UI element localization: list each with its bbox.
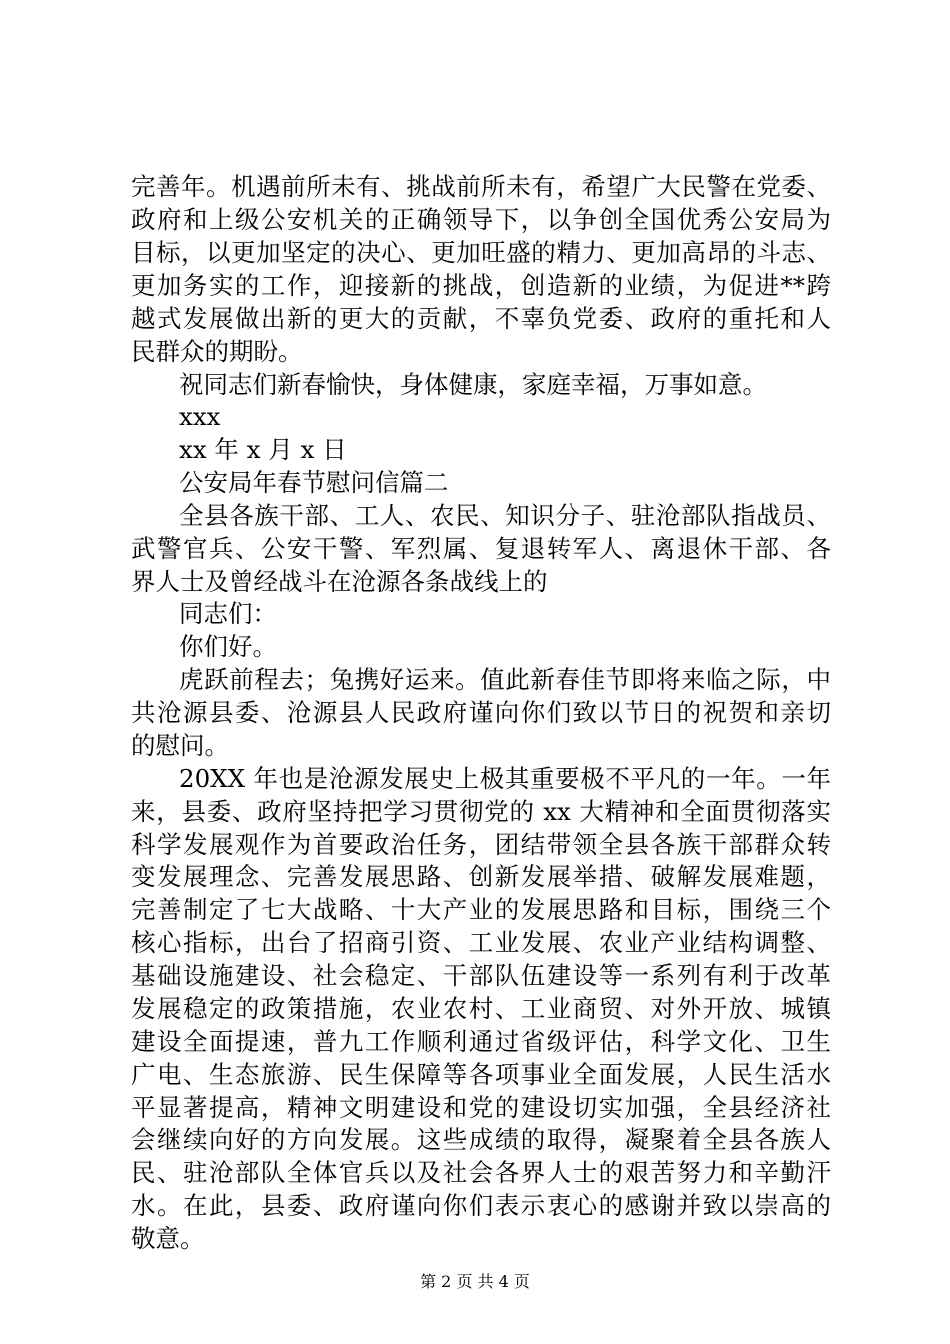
body-line: 民群众的期盼。 [131,337,303,366]
body-line: 核心指标，出台了招商引资、工业发展、农业产业结构调整、 [131,928,831,957]
body-line: 武警官兵、公安干警、军烈属、复退转军人、离退休干部、各 [131,534,831,563]
body-line: 水。在此，县委、政府谨向你们表示衷心的感谢并致以崇高的 [131,1191,831,1220]
body-line: 政府和上级公安机关的正确领导下，以争创全国优秀公安局为 [131,205,831,234]
body-line: 会继续向好的方向发展。这些成绩的取得，凝聚着全县各族人 [131,1125,831,1154]
section-title: 公安局年春节慰问信篇二 [179,468,449,497]
body-line: 建设全面提速，普九工作顺利通过省级评估，科学文化、卫生 [131,1027,831,1056]
body-line: 敬意。 [131,1224,205,1253]
body-line: 20XX 年也是沧源发展史上极其重要极不平凡的一年。一年 [179,764,831,793]
body-line: 科学发展观作为首要政治任务，团结带领全县各族干部群众转 [131,830,831,859]
salutation: 同志们： [179,599,277,628]
body-line: 广电、生态旅游、民生保障等各项事业全面发展，人民生活水 [131,1060,831,1089]
greeting: 你们好。 [179,632,277,661]
body-line: 的慰问。 [131,731,229,760]
page-footer: 第 2 页 共 4 页 [420,1272,530,1291]
body-line: 越式发展做出新的更大的贡献，不辜负党委、政府的重托和人 [131,304,831,333]
body-line: 民、驻沧部队全体官兵以及社会各界人士的艰苦努力和辛勤汗 [131,1158,831,1187]
signature: xxx [179,402,221,431]
body-line: 界人士及曾经战斗在沧源各条战线上的 [131,567,548,596]
body-line: 变发展理念、完善发展思路、创新发展举措、破解发展难题， [131,862,831,891]
body-line: 目标，以更加坚定的决心、更加旺盛的精力、更加高昂的斗志、 [131,238,831,267]
body-line: 全县各族干部、工人、农民、知识分子、驻沧部队指战员、 [179,501,831,530]
date-line: xx 年 x 月 x 日 [179,435,347,464]
body-line: 来，县委、政府坚持把学习贯彻党的 xx 大精神和全面贯彻落实 [131,797,831,826]
body-line: 基础设施建设、社会稳定、干部队伍建设等一系列有利于改革 [131,961,831,990]
body-line: 完善制定了七大战略、十大产业的发展思路和目标，围绕三个 [131,895,831,924]
body-line: 祝同志们新春愉快，身体健康，家庭幸福，万事如意。 [179,370,767,399]
body-line: 共沧源县委、沧源县人民政府谨向你们致以节日的祝贺和亲切 [131,698,831,727]
body-line: 虎跃前程去；兔携好运来。值此新春佳节即将来临之际，中 [179,665,831,694]
body-line: 平显著提高，精神文明建设和党的建设切实加强，全县经济社 [131,1093,831,1122]
body-line: 更加务实的工作，迎接新的挑战，创造新的业绩，为促进**跨 [131,271,831,300]
body-line: 完善年。机遇前所未有、挑战前所未有，希望广大民警在党委、 [131,172,831,201]
body-line: 发展稳定的政策措施，农业农村、工业商贸、对外开放、城镇 [131,994,831,1023]
